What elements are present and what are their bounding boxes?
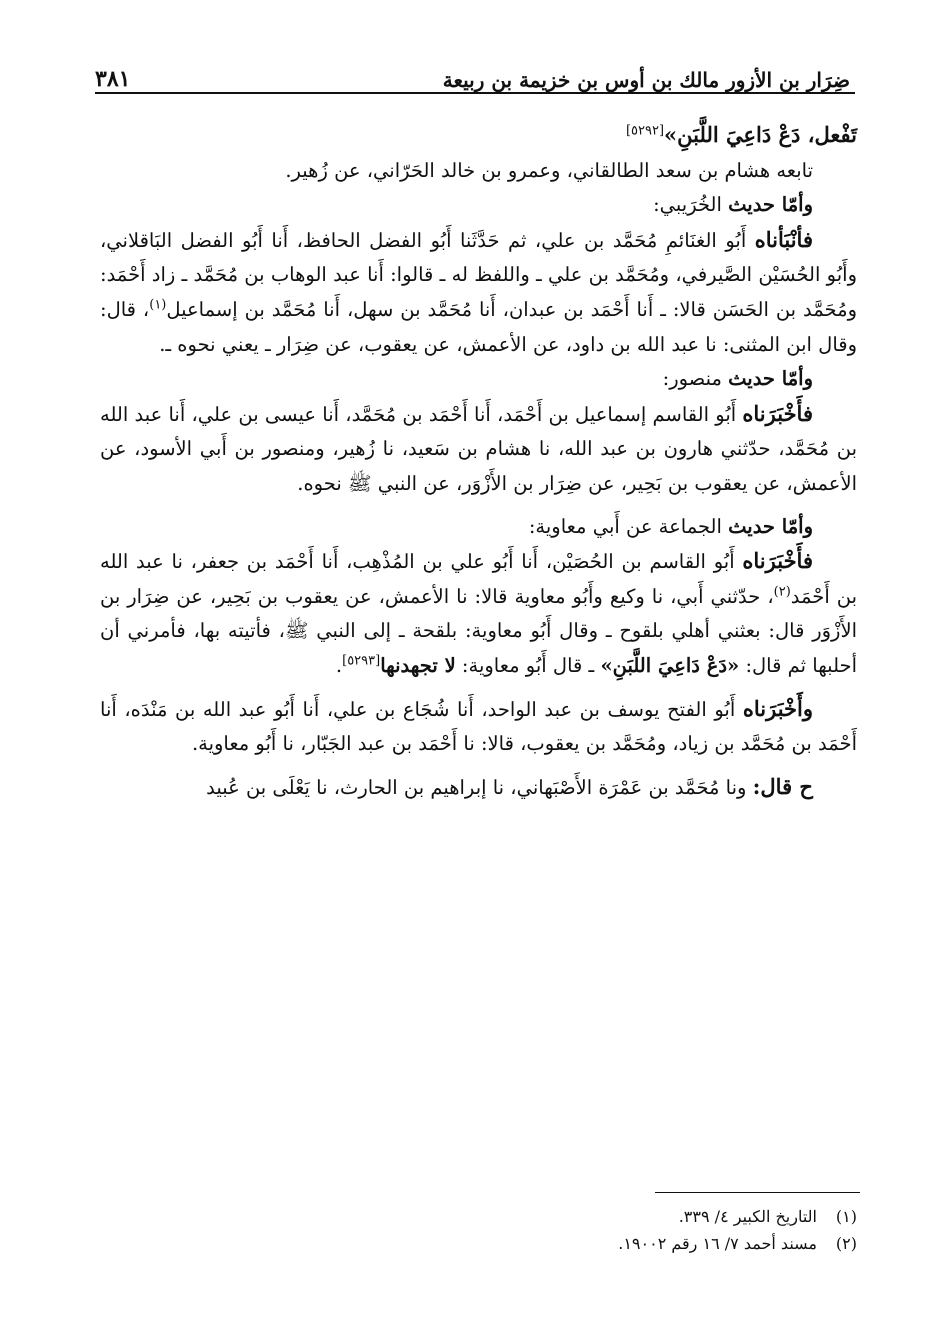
footnotes: [100, 1203, 857, 1257]
chain-text: ونا مُحَمَّد بن عَمْرَة الأَصْبَهاني، نا إبراهيم بن الحارث، نا يَعْلَى بن عُبيد: [206, 775, 753, 799]
chain-text: أَبُو الفتح يوسف بن عبد الواحد، أَنا شُجَاع بن علي، أَنا أَبُو عبد الله بن مَنْدَه، أَنا أَحْمَد بن مُحَمَّد بن زياد، ومُحَمَّد بن يعقوب، قالا: نا أَحْمَد بن عبد الجَبّار، نا أَبُو معاوية.: [100, 697, 857, 756]
paragraph-2: تابعه هشام بن سعد الطالقاني، وعمرو بن خالد الحَرّاني، عن زُهير.: [285, 158, 813, 182]
chain-lead: ح قال:: [752, 773, 813, 799]
page-number: ٣٨١: [95, 66, 131, 92]
chain-lead: فأَخْبَرَناه: [742, 548, 813, 574]
paragraph-4: [100, 223, 857, 362]
section-subject: الجماعة عن أَبي معاوية:: [528, 514, 729, 538]
paragraph-5: [100, 362, 857, 397]
paragraph-8: [100, 544, 857, 683]
paragraph-7: [100, 510, 857, 545]
hadith-quote: تَفْعل، دَعْ دَاعِيَ اللَّبَنِ»: [664, 122, 857, 147]
hadith-number: [٥٢٩٣]: [342, 653, 381, 669]
end-mark: .: [335, 653, 343, 677]
hadith-quote: لا تجهدنها: [380, 653, 456, 677]
section-lead: وأمّا حديث: [728, 514, 813, 538]
footnote-ref-1: (١): [149, 297, 167, 313]
chain-lead: فأَخْبَرَناه: [742, 400, 813, 426]
chain-text: أَبُو القاسم بن الحُصَيْن، أَنا أَبُو علي بن المُذْهِب، أَنا أَحْمَد بن جعفر، نا عبد الله بن أَحْمَد: [100, 550, 857, 608]
hadith-quote: «دَعْ دَاعِيَ اللَّبَنِ»: [600, 653, 740, 677]
section-lead: وأمّا حديث: [728, 367, 813, 391]
main-text: [100, 118, 857, 805]
page-header: [95, 52, 850, 92]
hadith-number: [٥٢٩٢]: [625, 123, 665, 139]
chain-lead: وأَخْبَرَناه: [742, 695, 813, 721]
paragraph-6: [100, 397, 857, 502]
chain-text-cont: ، قال: وقال ابن المثنى: نا عبد الله بن داود، عن الأعمش، عن يعقوب، عن ضِرَار ـ يعني نحوه ـ.: [100, 297, 857, 356]
section-subject: منصور:: [662, 367, 729, 391]
footnote-number: (٢): [835, 1234, 857, 1253]
chain-lead: فأنْبَأناه: [754, 226, 813, 252]
paragraph-10: [100, 770, 857, 806]
header-rule: [95, 92, 855, 94]
footnote-1: [100, 1203, 857, 1230]
paragraph-3: [100, 188, 857, 223]
section-lead: وأمّا حديث: [728, 193, 813, 217]
footnote-ref-2: (٢): [773, 584, 791, 600]
footnote-rule: [655, 1192, 860, 1193]
chain-text: أَبُو الغنَائمِ مُحَمَّد بن علي، ثم حَدَّثَنا أَبُو الفضل الحافظ، أَنا أَبُو الفضل البَاقلاني، وأَبُو الحُسَيْن الصَّيرفي، ومُحَمَّد بن علي ـ واللفظ له ـ قالوا: أَنا عبد الوهاب بن مُحَمَّد ـ زاد أَحْمَد: ومُحَمَّد بن الحَسَن قالا: ـ أَنا أَحْمَد بن عبدان، أَنا مُحَمَّد بن سهل، أَنا مُحَمَّد بن إسماعيل: [100, 228, 857, 321]
paragraph-9: [100, 692, 857, 762]
footnote-number: (١): [835, 1207, 857, 1226]
chain-text: أَبُو القاسم إسماعيل بن أَحْمَد، أَنا أَحْمَد بن مُحَمَّد، أَنا عيسى بن علي، أَنا عبد الله بن مُحَمَّد، حدّثني هارون بن عبد الله، نا هشام بن سَعيد، نا زُهير، ومنصور بن أَبي الأسود، عن الأعمش، عن يعقوب بن بَحِير، عن ضِرَار بن الأَزْوَر، عن النبي ﷺ نحوه.: [100, 402, 857, 495]
chain-text-cont: ـ قال أَبُو معاوية:: [455, 653, 601, 677]
footnote-2: [100, 1230, 857, 1257]
chain-text-cont: ، حدّثني أَبي، نا وكيع وأَبُو معاوية قالا: نا الأعمش، عن يعقوب بن بَحِير، عن ضِرَار بن الأَزْوَر قال: بعثني أهلي بلقوح ـ وقال أَبُو معاوية: بلقحة ـ إلى النبي ﷺ، فأتيته بها، فأمرني أن أحلبها ثم قال:: [100, 584, 857, 677]
running-title: ضِرَار بن الأزور مالك بن أوس بن خزيمة بن ربيعة: [442, 68, 850, 92]
section-subject: الخُرَيبي:: [653, 193, 729, 217]
footnote-text: التاريخ الكبير ٤/ ٣٣٩.: [678, 1207, 817, 1226]
footnote-text: مسند أحمد ٧/ ١٦ رقم ١٩٠٠٢.: [618, 1234, 817, 1253]
paragraph-1: [100, 118, 857, 154]
